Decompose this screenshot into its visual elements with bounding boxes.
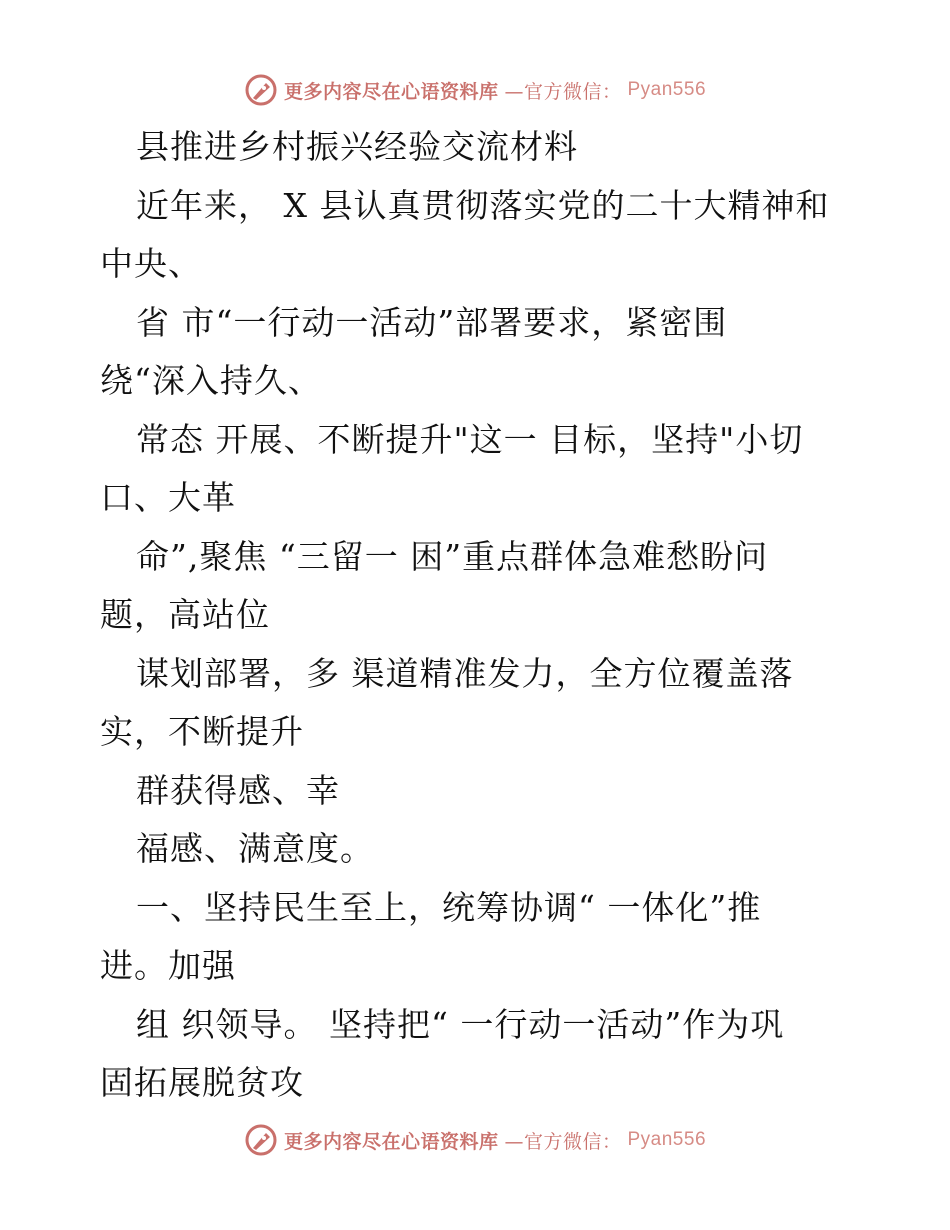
- document-body: [100, 118, 840, 1113]
- document-line: 常态 开展、不断提升"这一 目标，坚持"小切: [136, 419, 804, 459]
- document-line: 一、坚持民生至上，统筹协调“ 一体化”推: [136, 887, 762, 927]
- document-line: 群获得感、幸: [136, 770, 340, 810]
- pen-nib-logo-icon: [244, 73, 278, 107]
- watermark-separator-text: —官方微信：: [504, 80, 622, 103]
- watermark-header: [0, 70, 950, 110]
- document-line: 近年来， X 县认真贯彻落实党的二十大精神和: [136, 185, 830, 225]
- watermark-id-text: Pyan556: [627, 1129, 707, 1150]
- watermark-separator-text: —官方微信：: [504, 1130, 622, 1153]
- watermark-main-text: 更多内容尽在心语资料库: [283, 1130, 499, 1153]
- watermark-main-text: 更多内容尽在心语资料库: [283, 80, 499, 103]
- document-line: 题，高站位: [100, 595, 270, 634]
- document-line: 固拓展脱贫攻: [100, 1063, 304, 1102]
- pen-nib-logo-icon: [244, 1123, 278, 1157]
- document-line: 谋划部署，多 渠道精准发力，全方位覆盖落: [136, 653, 794, 693]
- document-line: 中央、: [100, 244, 202, 283]
- document-line: 进。加强: [100, 946, 236, 985]
- document-line: 福感、满意度。: [136, 829, 374, 868]
- document-line: 省 市“一行动一活动”部署要求，紧密围: [136, 302, 728, 342]
- document-line: 口、大革: [100, 478, 236, 517]
- watermark-id-text: Pyan556: [627, 79, 707, 100]
- document-line: 绕“深入持久、: [100, 361, 322, 400]
- watermark-footer: [0, 1120, 950, 1160]
- document-line: 组 织领导。 坚持把“ 一行动一活动”作为巩: [136, 1004, 785, 1044]
- document-line: 县推进乡村振兴经验交流材料: [136, 127, 578, 166]
- document-line: 实，不断提升: [100, 712, 304, 751]
- document-line: 命”,聚焦 “三留一 困”重点群体急难愁盼问: [136, 536, 769, 576]
